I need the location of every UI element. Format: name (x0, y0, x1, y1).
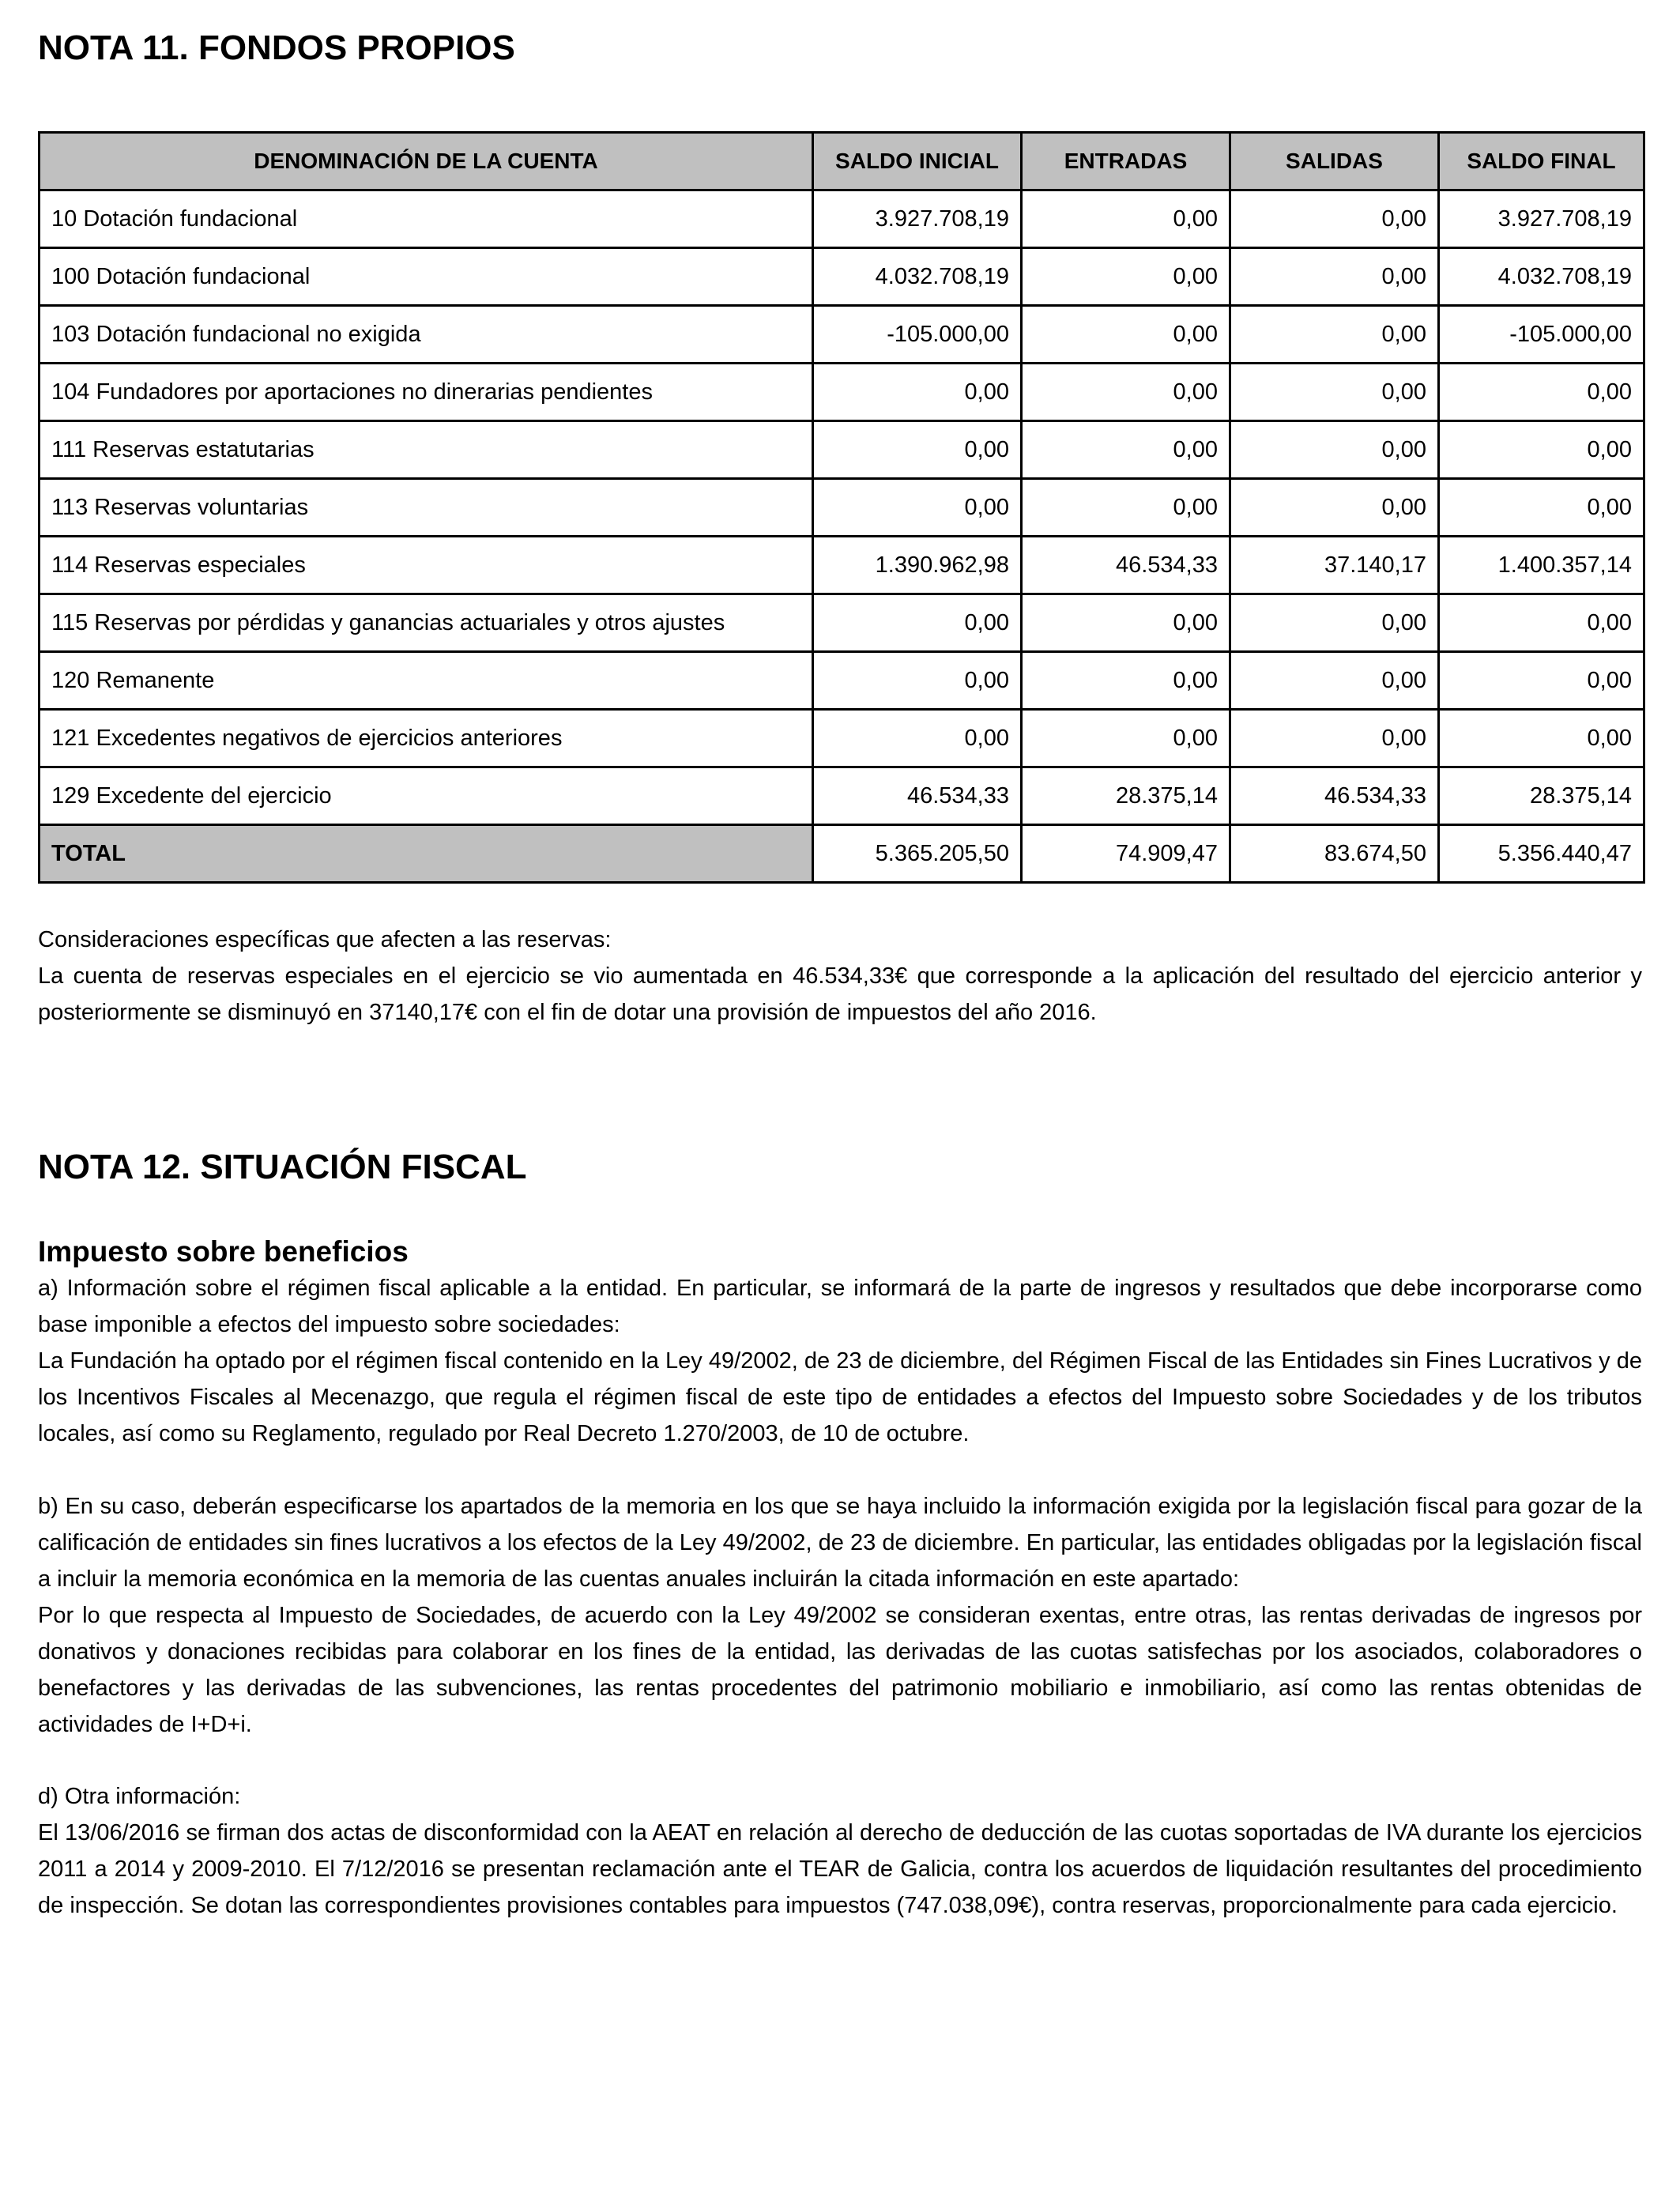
table-row (40, 767, 1644, 825)
cell-salidas: 0,00 (1230, 479, 1439, 537)
section-b-question: b) En su caso, deberán especificarse los apartados de la memoria en los que se haya incluido la información exigida por la legislación fiscal para gozar de la calificación de entidades sin fines lucrativos a los efectos de la Ley 49/2002, de 23 de diciembre. En particular, las entidades obligadas por la legislación fiscal a incluir la memoria económica en la memoria de las cuentas anuales incluirán la citada información en este apartado: (38, 1494, 1642, 1592)
table-header-row (40, 133, 1644, 190)
nota-12-title: NOTA 12. SITUACIÓN FISCAL (38, 1148, 527, 1186)
header-entradas: ENTRADAS (1022, 133, 1230, 190)
section-a (38, 1270, 1642, 1452)
table-row (40, 479, 1644, 537)
header-denominacion: DENOMINACIÓN DE LA CUENTA (40, 133, 813, 190)
cell-saldo-inicial: 0,00 (813, 594, 1022, 652)
cell-salidas: 0,00 (1230, 652, 1439, 710)
cell-saldo-inicial: 3.927.708,19 (813, 190, 1022, 248)
cell-saldo-final: 0,00 (1439, 594, 1644, 652)
cell-saldo-final: 0,00 (1439, 479, 1644, 537)
cell-salidas: 46.534,33 (1230, 767, 1439, 825)
cell-saldo-final: 4.032.708,19 (1439, 248, 1644, 306)
table-row (40, 594, 1644, 652)
cell-saldo-final: 28.375,14 (1439, 767, 1644, 825)
cell-salidas: 0,00 (1230, 364, 1439, 421)
cell-saldo-inicial: 0,00 (813, 421, 1022, 479)
header-saldo-inicial: SALDO INICIAL (813, 133, 1022, 190)
section-d-answer: El 13/06/2016 se firman dos actas de disconformidad con la AEAT en relación al derecho de deducción de las cuotas soportadas de IVA durante los ejercicios 2011 a 2014 y 2009-2010. El 7/12/2016 se presentan reclamación ante el TEAR de Galicia, contra los acuerdos de liquidación resultantes del procedimiento de inspección. Se dotan las correspondientes provisiones contables para impuestos (747.038,09€), contra reservas, proporcionalmente para cada ejercicio. (38, 1820, 1642, 1918)
section-b (38, 1488, 1642, 1743)
table-row (40, 248, 1644, 306)
table-row (40, 421, 1644, 479)
considerations-block (38, 922, 1642, 1031)
table-row (40, 652, 1644, 710)
cell-saldo-final: 3.927.708,19 (1439, 190, 1644, 248)
cell-salidas: 0,00 (1230, 710, 1439, 767)
cell-cuenta: TOTAL (40, 825, 813, 883)
cell-entradas: 0,00 (1022, 594, 1230, 652)
cell-saldo-inicial: -105.000,00 (813, 306, 1022, 364)
cell-cuenta: 114 Reservas especiales (40, 537, 813, 594)
cell-cuenta: 104 Fundadores por aportaciones no dinerarias pendientes (40, 364, 813, 421)
nota-11-title: NOTA 11. FONDOS PROPIOS (38, 28, 515, 67)
fondos-propios-table (38, 131, 1645, 884)
considerations-label: Consideraciones específicas que afecten a las reservas: (38, 927, 612, 952)
cell-saldo-inicial: 4.032.708,19 (813, 248, 1022, 306)
cell-salidas: 0,00 (1230, 248, 1439, 306)
cell-entradas: 74.909,47 (1022, 825, 1230, 883)
cell-entradas: 0,00 (1022, 421, 1230, 479)
cell-entradas: 0,00 (1022, 190, 1230, 248)
cell-saldo-inicial: 46.534,33 (813, 767, 1022, 825)
table-row (40, 190, 1644, 248)
cell-saldo-inicial: 0,00 (813, 710, 1022, 767)
cell-salidas: 0,00 (1230, 421, 1439, 479)
cell-entradas: 0,00 (1022, 710, 1230, 767)
cell-saldo-final: 0,00 (1439, 364, 1644, 421)
section-b-answer: Por lo que respecta al Impuesto de Sociedades, de acuerdo con la Ley 49/2002 se consideran exentas, entre otras, las rentas derivadas de ingresos por donativos y donaciones recibidas para colaborar en los fines de la entidad, las derivadas de las cuotas satisfechas por los asociados, colaboradores o benefactores y las derivadas de las subvenciones, las rentas procedentes del patrimonio mobiliario e inmobiliario, así como las rentas obtenidas de actividades de I+D+i. (38, 1603, 1642, 1737)
cell-saldo-inicial: 5.365.205,50 (813, 825, 1022, 883)
cell-salidas: 83.674,50 (1230, 825, 1439, 883)
section-d-question: d) Otra información: (38, 1784, 241, 1809)
table-row (40, 537, 1644, 594)
cell-cuenta: 113 Reservas voluntarias (40, 479, 813, 537)
table-row (40, 364, 1644, 421)
cell-saldo-final: 5.356.440,47 (1439, 825, 1644, 883)
cell-entradas: 46.534,33 (1022, 537, 1230, 594)
cell-cuenta: 103 Dotación fundacional no exigida (40, 306, 813, 364)
considerations-text: La cuenta de reservas especiales en el ejercicio se vio aumentada en 46.534,33€ que corresponde a la aplicación del resultado del ejercicio anterior y posteriormente se disminuyó en 37140,17€ con el fin de dotar una provisión de impuestos del año 2016. (38, 963, 1642, 1025)
cell-entradas: 28.375,14 (1022, 767, 1230, 825)
cell-salidas: 37.140,17 (1230, 537, 1439, 594)
cell-cuenta: 120 Remanente (40, 652, 813, 710)
section-a-question: a) Información sobre el régimen fiscal aplicable a la entidad. En particular, se informará de la parte de ingresos y resultados que debe incorporarse como base imponible a efectos del impuesto sobre sociedades: (38, 1276, 1642, 1337)
cell-salidas: 0,00 (1230, 190, 1439, 248)
table-row (40, 710, 1644, 767)
cell-cuenta: 115 Reservas por pérdidas y ganancias actuariales y otros ajustes (40, 594, 813, 652)
cell-cuenta: 10 Dotación fundacional (40, 190, 813, 248)
table-row (40, 306, 1644, 364)
cell-entradas: 0,00 (1022, 364, 1230, 421)
cell-saldo-inicial: 0,00 (813, 479, 1022, 537)
impuesto-subtitle: Impuesto sobre beneficios (38, 1235, 409, 1268)
cell-cuenta: 111 Reservas estatutarias (40, 421, 813, 479)
cell-saldo-final: 1.400.357,14 (1439, 537, 1644, 594)
cell-saldo-final: -105.000,00 (1439, 306, 1644, 364)
header-salidas: SALIDAS (1230, 133, 1439, 190)
cell-cuenta: 129 Excedente del ejercicio (40, 767, 813, 825)
table-total-row (40, 825, 1644, 883)
cell-entradas: 0,00 (1022, 652, 1230, 710)
header-saldo-final: SALDO FINAL (1439, 133, 1644, 190)
cell-saldo-inicial: 0,00 (813, 652, 1022, 710)
cell-saldo-final: 0,00 (1439, 421, 1644, 479)
cell-entradas: 0,00 (1022, 306, 1230, 364)
cell-saldo-final: 0,00 (1439, 652, 1644, 710)
cell-entradas: 0,00 (1022, 479, 1230, 537)
cell-cuenta: 100 Dotación fundacional (40, 248, 813, 306)
cell-salidas: 0,00 (1230, 594, 1439, 652)
section-a-answer: La Fundación ha optado por el régimen fiscal contenido en la Ley 49/2002, de 23 de diciembre, del Régimen Fiscal de las Entidades sin Fines Lucrativos y de los Incentivos Fiscales al Mecenazgo, que regula el régimen fiscal de este tipo de entidades a efectos del Impuesto sobre Sociedades y de los tributos locales, así como su Reglamento, regulado por Real Decreto 1.270/2003, de 10 de octubre. (38, 1348, 1642, 1446)
cell-entradas: 0,00 (1022, 248, 1230, 306)
cell-cuenta: 121 Excedentes negativos de ejercicios anteriores (40, 710, 813, 767)
section-d (38, 1778, 1642, 1924)
cell-saldo-inicial: 0,00 (813, 364, 1022, 421)
cell-saldo-final: 0,00 (1439, 710, 1644, 767)
cell-saldo-inicial: 1.390.962,98 (813, 537, 1022, 594)
cell-salidas: 0,00 (1230, 306, 1439, 364)
